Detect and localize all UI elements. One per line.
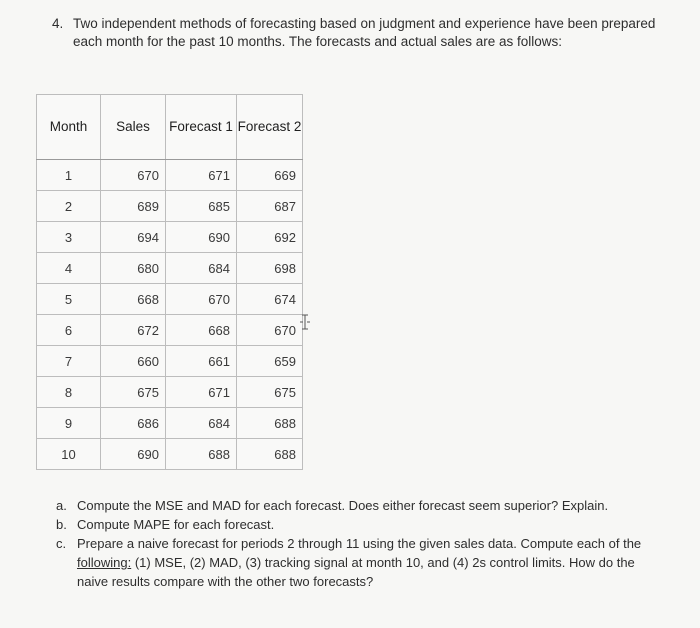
cell-sales: 680 — [101, 253, 166, 284]
cell-forecast-2: 698 — [237, 253, 303, 284]
cell-forecast-2: 674 — [237, 284, 303, 315]
cell-month: 2 — [37, 191, 101, 222]
question-c-letter: c. — [56, 536, 67, 551]
cell-forecast-1: 671 — [166, 160, 237, 191]
table-row — [37, 439, 303, 470]
table-body — [37, 160, 303, 470]
cell-forecast-1: 670 — [166, 284, 237, 315]
cell-month: 10 — [37, 439, 101, 470]
cell-forecast-2: 669 — [237, 160, 303, 191]
cell-forecast-1: 685 — [166, 191, 237, 222]
cell-forecast-2: 688 — [237, 439, 303, 470]
table-row — [37, 346, 303, 377]
cell-forecast-2: 688 — [237, 408, 303, 439]
cell-month: 8 — [37, 377, 101, 408]
question-a — [52, 496, 652, 515]
question-b-letter: b. — [56, 517, 67, 532]
question-c-underlined: following: — [77, 555, 132, 570]
cell-sales: 694 — [101, 222, 166, 253]
cell-month: 3 — [37, 222, 101, 253]
text-cursor-icon — [297, 314, 313, 330]
question-a-text: Compute the MSE and MAD for each forecast. Does either forecast seem superior? Explain. — [77, 498, 609, 513]
cell-forecast-1: 688 — [166, 439, 237, 470]
question-a-letter: a. — [56, 498, 67, 513]
cell-month: 6 — [37, 315, 101, 346]
cell-forecast-2: 692 — [237, 222, 303, 253]
cell-forecast-1: 671 — [166, 377, 237, 408]
cell-month: 5 — [37, 284, 101, 315]
cell-forecast-1: 690 — [166, 222, 237, 253]
cell-forecast-1: 684 — [166, 408, 237, 439]
cell-month: 9 — [37, 408, 101, 439]
question-c — [52, 534, 652, 591]
cell-forecast-2: 675 — [237, 377, 303, 408]
question-b — [52, 515, 652, 534]
table-row — [37, 284, 303, 315]
question-b-text: Compute MAPE for each forecast. — [77, 517, 275, 532]
cell-sales: 672 — [101, 315, 166, 346]
question-c-text-after: (1) MSE, (2) MAD, (3) tracking signal at month 10, and (4) 2s control limits. How do the naive results compare with the other two forecasts? — [77, 555, 635, 589]
header-forecast-1: Forecast 1 — [166, 95, 237, 160]
table-row — [37, 377, 303, 408]
table-row — [37, 191, 303, 222]
question-list — [52, 496, 652, 591]
cell-forecast-2: 659 — [237, 346, 303, 377]
table-row — [37, 222, 303, 253]
cell-sales: 668 — [101, 284, 166, 315]
header-forecast-2: Forecast 2 — [237, 95, 303, 160]
cell-forecast-1: 684 — [166, 253, 237, 284]
cell-month: 7 — [37, 346, 101, 377]
problem-text: Two independent methods of forecasting based on judgment and experience have been prepared each month for the past 10 months. The forecasts and actual sales are as follows: — [73, 16, 656, 49]
cell-sales: 675 — [101, 377, 166, 408]
cell-sales: 686 — [101, 408, 166, 439]
cell-sales: 690 — [101, 439, 166, 470]
cell-month: 4 — [37, 253, 101, 284]
header-month: Month — [37, 95, 101, 160]
sales-forecast-table — [36, 94, 303, 470]
cell-month: 1 — [37, 160, 101, 191]
cell-forecast-1: 668 — [166, 315, 237, 346]
problem-number: 4. — [52, 16, 64, 31]
cell-sales: 689 — [101, 191, 166, 222]
table-row — [37, 408, 303, 439]
cell-sales: 660 — [101, 346, 166, 377]
table-row — [37, 160, 303, 191]
table-row — [37, 253, 303, 284]
question-c-text-before: Prepare a naive forecast for periods 2 through 11 using the given sales data. Compute each of the — [77, 536, 642, 551]
header-sales: Sales — [101, 95, 166, 160]
problem-statement — [52, 15, 672, 51]
cell-forecast-2: 670 — [237, 315, 303, 346]
cell-forecast-1: 661 — [166, 346, 237, 377]
cell-forecast-2: 687 — [237, 191, 303, 222]
table-header-row — [37, 95, 303, 160]
table-row — [37, 315, 303, 346]
cell-sales: 670 — [101, 160, 166, 191]
